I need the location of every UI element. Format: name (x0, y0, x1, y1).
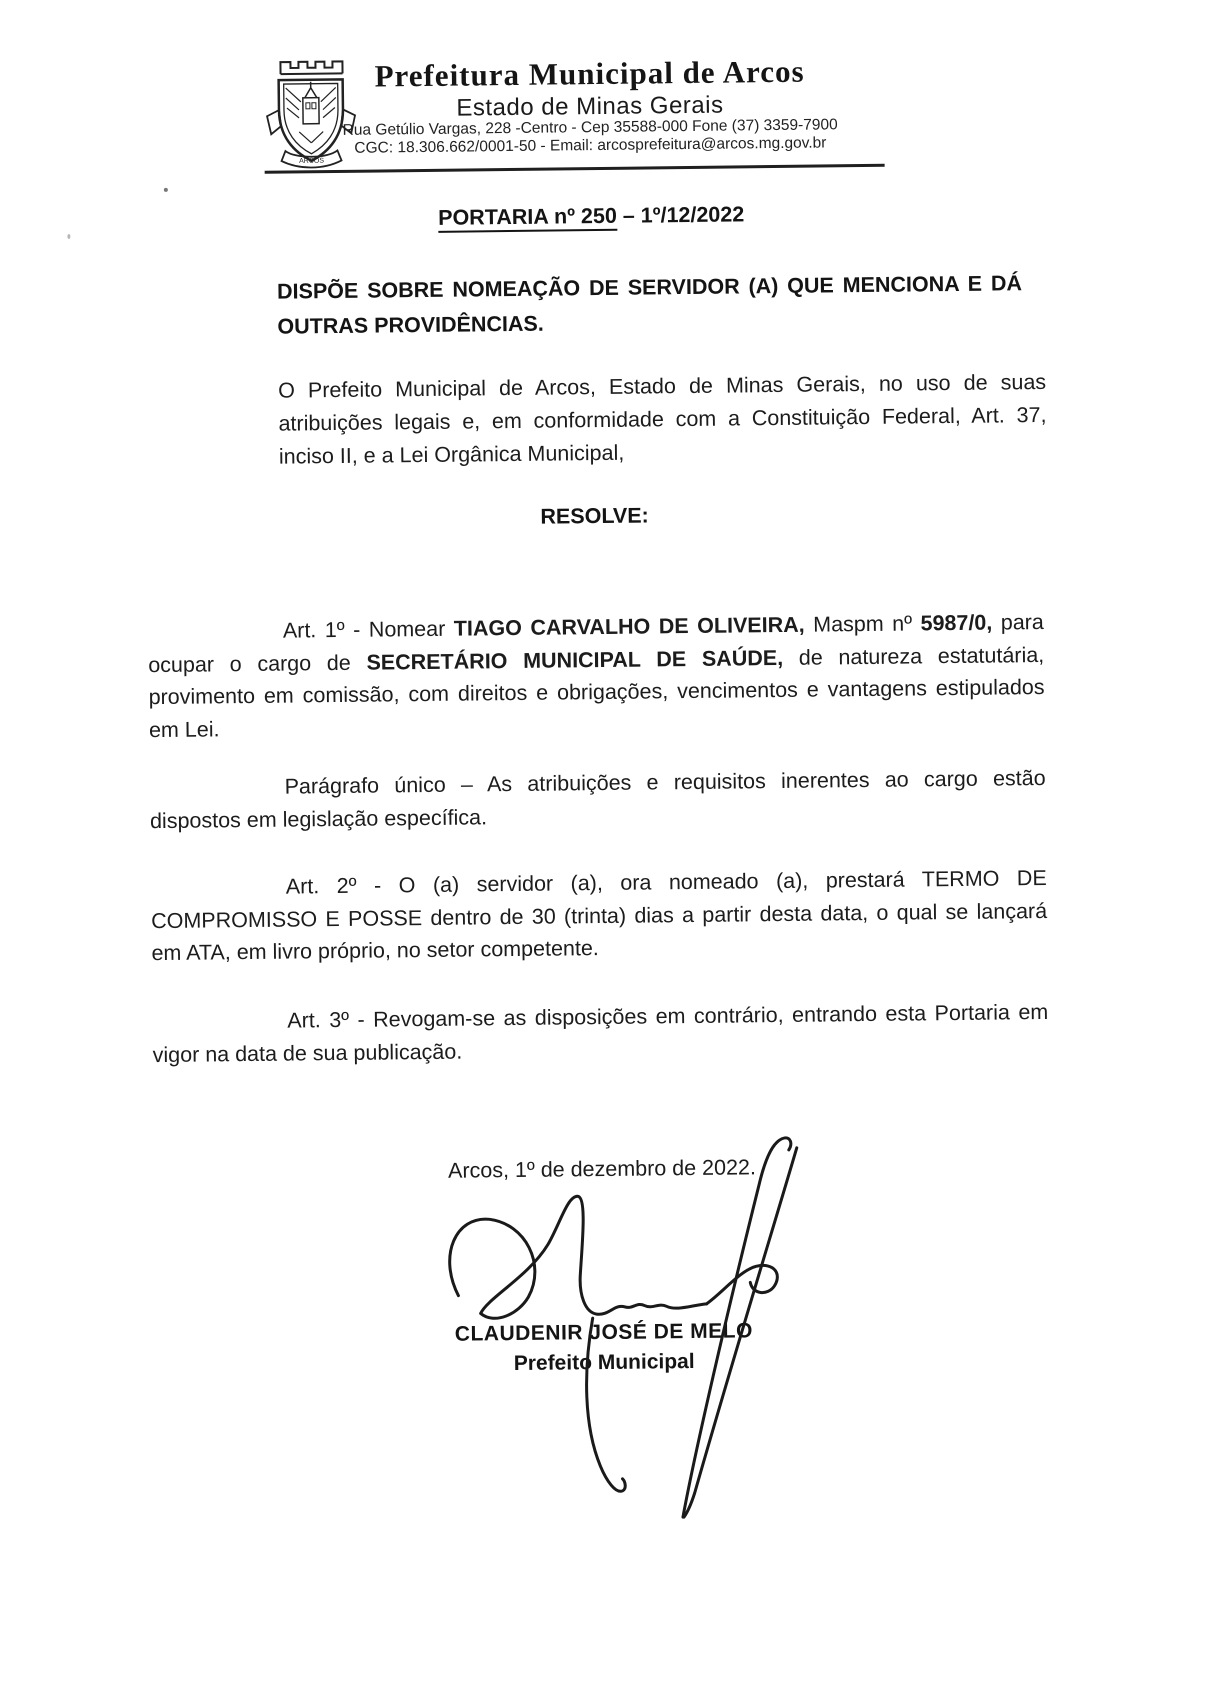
text-run: 5987/0, (920, 610, 993, 636)
signer-role: Prefeito Municipal (513, 1349, 695, 1376)
coat-of-arms-banner-text: ARCOS (299, 157, 325, 165)
text-run: Art. 1º - Nomear (282, 616, 454, 643)
text-run: Art. 2º - O (a) servidor (a), ora nomeado (a), prestará TERMO DE COMPROMISSO E POSSE dentro de 30 (trinta) dias a partir desta data, o qual se lançará em ATA, em livro próprio, no setor competente. (151, 865, 1048, 966)
document-title (143, 199, 1039, 234)
resolve-heading: RESOLVE: (540, 503, 649, 529)
state-line: Estado de Minas Gerais (456, 91, 724, 122)
title-date-part: – 1º/12/2022 (616, 202, 745, 228)
article-1-paragraph (148, 606, 1045, 746)
title-underlined-part: PORTARIA nº 250 (438, 204, 617, 233)
subject-paragraph: DISPÕE SOBRE NOMEAÇÃO DE SERVIDOR (A) QUE MENCIONA E DÁ OUTRAS PROVIDÊNCIAS. (276, 271, 1023, 339)
scan-speck (164, 188, 168, 192)
registry-line: CGC: 18.306.662/0001-50 - Email: arcosprefeitura@arcos.mg.gov.br (354, 134, 827, 157)
article-3-paragraph (152, 996, 1049, 1071)
sole-paragraph (149, 762, 1046, 837)
text-run: TIAGO CARVALHO DE OLIVEIRA, (453, 612, 805, 641)
text-run: SECRETÁRIO MUNICIPAL DE SAÚDE, (366, 645, 784, 675)
signer-name: CLAUDENIR JOSÉ DE MELO (454, 1319, 753, 1346)
text-run: Parágrafo único – As atribuições e requisitos inerentes ao cargo estão dispostos em legislação específica. (149, 765, 1046, 833)
text-run: Maspm nº (804, 611, 921, 637)
organization-name: Prefeitura Municipal de Arcos (374, 53, 805, 94)
text-run: para ocupar o cargo de (148, 609, 1044, 677)
scan-speck (67, 234, 70, 239)
address-line: Rua Getúlio Vargas, 228 -Centro - Cep 35588-000 Fone (37) 3359-7900 (342, 116, 838, 139)
preamble-paragraph: O Prefeito Municipal de Arcos, Estado de Minas Gerais, no uso de suas atribuições legais e, em conformidade com a Constituição Federal, Art. 37, inciso II, e a Lei Orgânica Municipal, (278, 369, 1047, 469)
handwritten-signature (429, 1123, 834, 1528)
text-run: de natureza estatutária, provimento em comissão, com direitos e obrigações, vencimentos e vantagens estipulados em Lei. (148, 642, 1045, 742)
article-2-paragraph (151, 862, 1048, 970)
text-run: Art. 3º - Revogam-se as disposições em contrário, entrando esta Portaria em vigor na data de sua publicação. (152, 999, 1049, 1067)
place-date-line: Arcos, 1º de dezembro de 2022. (447, 1155, 757, 1183)
